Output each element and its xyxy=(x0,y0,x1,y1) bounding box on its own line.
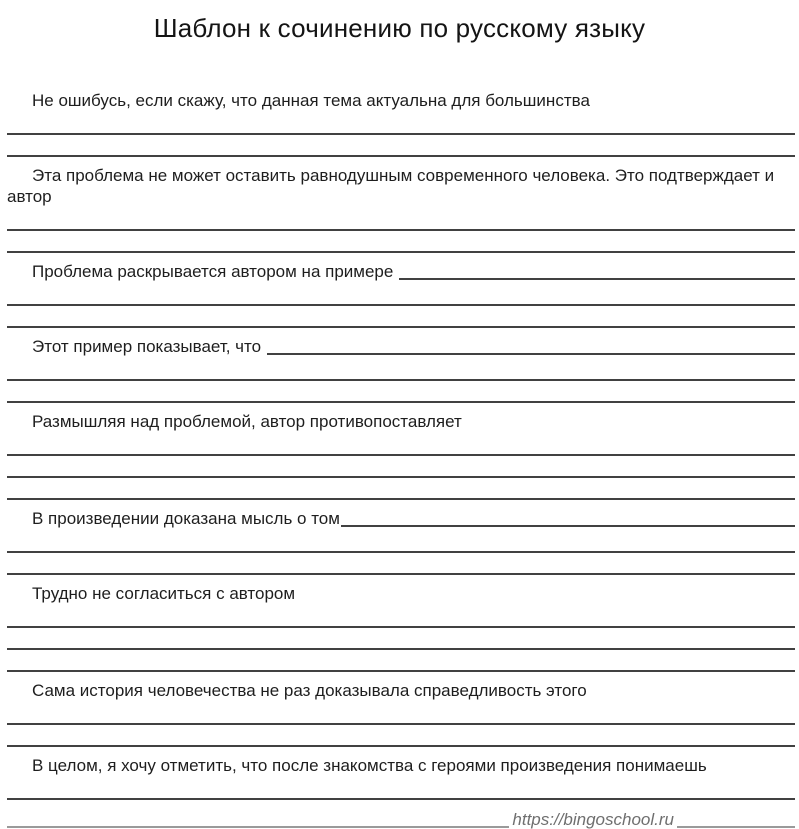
template-section-7 xyxy=(0,583,799,672)
prompt-text-label: Этот пример показывает, что xyxy=(32,337,262,356)
blank-line xyxy=(7,531,795,553)
inline-blank-line xyxy=(399,277,795,280)
blank-line xyxy=(7,135,795,157)
template-section-8 xyxy=(0,680,799,747)
blank-line xyxy=(7,478,795,500)
blank-line xyxy=(7,778,795,800)
blank-line xyxy=(7,209,795,231)
prompt-text xyxy=(7,261,795,282)
template-section-5 xyxy=(0,411,799,500)
prompt-text: Размышляя над проблемой, автор противопоставляет xyxy=(32,412,462,431)
prompt-text: Не ошибусь, если скажу, что данная тема актуальна для большинства xyxy=(32,91,590,110)
inline-blank-line xyxy=(267,352,795,355)
blank-line xyxy=(7,650,795,672)
template-section-2 xyxy=(0,165,799,253)
blank-line xyxy=(7,359,795,381)
footer-rule-right xyxy=(677,825,795,828)
template-section-3 xyxy=(0,261,799,328)
blank-line xyxy=(7,284,795,306)
prompt-text: Трудно не согласиться с автором xyxy=(32,584,296,603)
template-section-4 xyxy=(0,336,799,403)
blank-line xyxy=(7,628,795,650)
blank-line xyxy=(7,113,795,135)
blank-line xyxy=(7,606,795,628)
footer-url: https://bingoschool.ru xyxy=(512,810,674,829)
page-title: Шаблон к сочинению по русскому языку xyxy=(153,13,646,43)
essay-template-page xyxy=(0,13,799,829)
prompt-text: Эта проблема не может оставить равнодушным современного человека. Это подтверждает и автор xyxy=(7,166,775,206)
prompt-text xyxy=(7,336,795,357)
template-section-1 xyxy=(0,90,799,157)
blank-line xyxy=(7,434,795,456)
blank-line xyxy=(7,231,795,253)
template-section-9 xyxy=(0,755,799,800)
template-section-6 xyxy=(0,508,799,575)
blank-line xyxy=(7,306,795,328)
prompt-text: Сама история человечества не раз доказывала справедливость этого xyxy=(32,681,587,700)
prompt-text xyxy=(7,508,795,529)
sections-container xyxy=(0,90,799,800)
prompt-text-label: В произведении доказана мысль о том xyxy=(32,509,340,528)
prompt-text-label: Проблема раскрывается автором на примере xyxy=(32,262,394,281)
blank-line xyxy=(7,725,795,747)
inline-blank-line xyxy=(341,524,795,527)
blank-line xyxy=(7,456,795,478)
blank-line xyxy=(7,553,795,575)
footer-rule-left xyxy=(7,825,509,828)
blank-line xyxy=(7,703,795,725)
footer-row xyxy=(7,808,795,829)
prompt-text: В целом, я хочу отметить, что после знакомства с героями произведения понимаешь xyxy=(32,756,707,775)
blank-line xyxy=(7,381,795,403)
